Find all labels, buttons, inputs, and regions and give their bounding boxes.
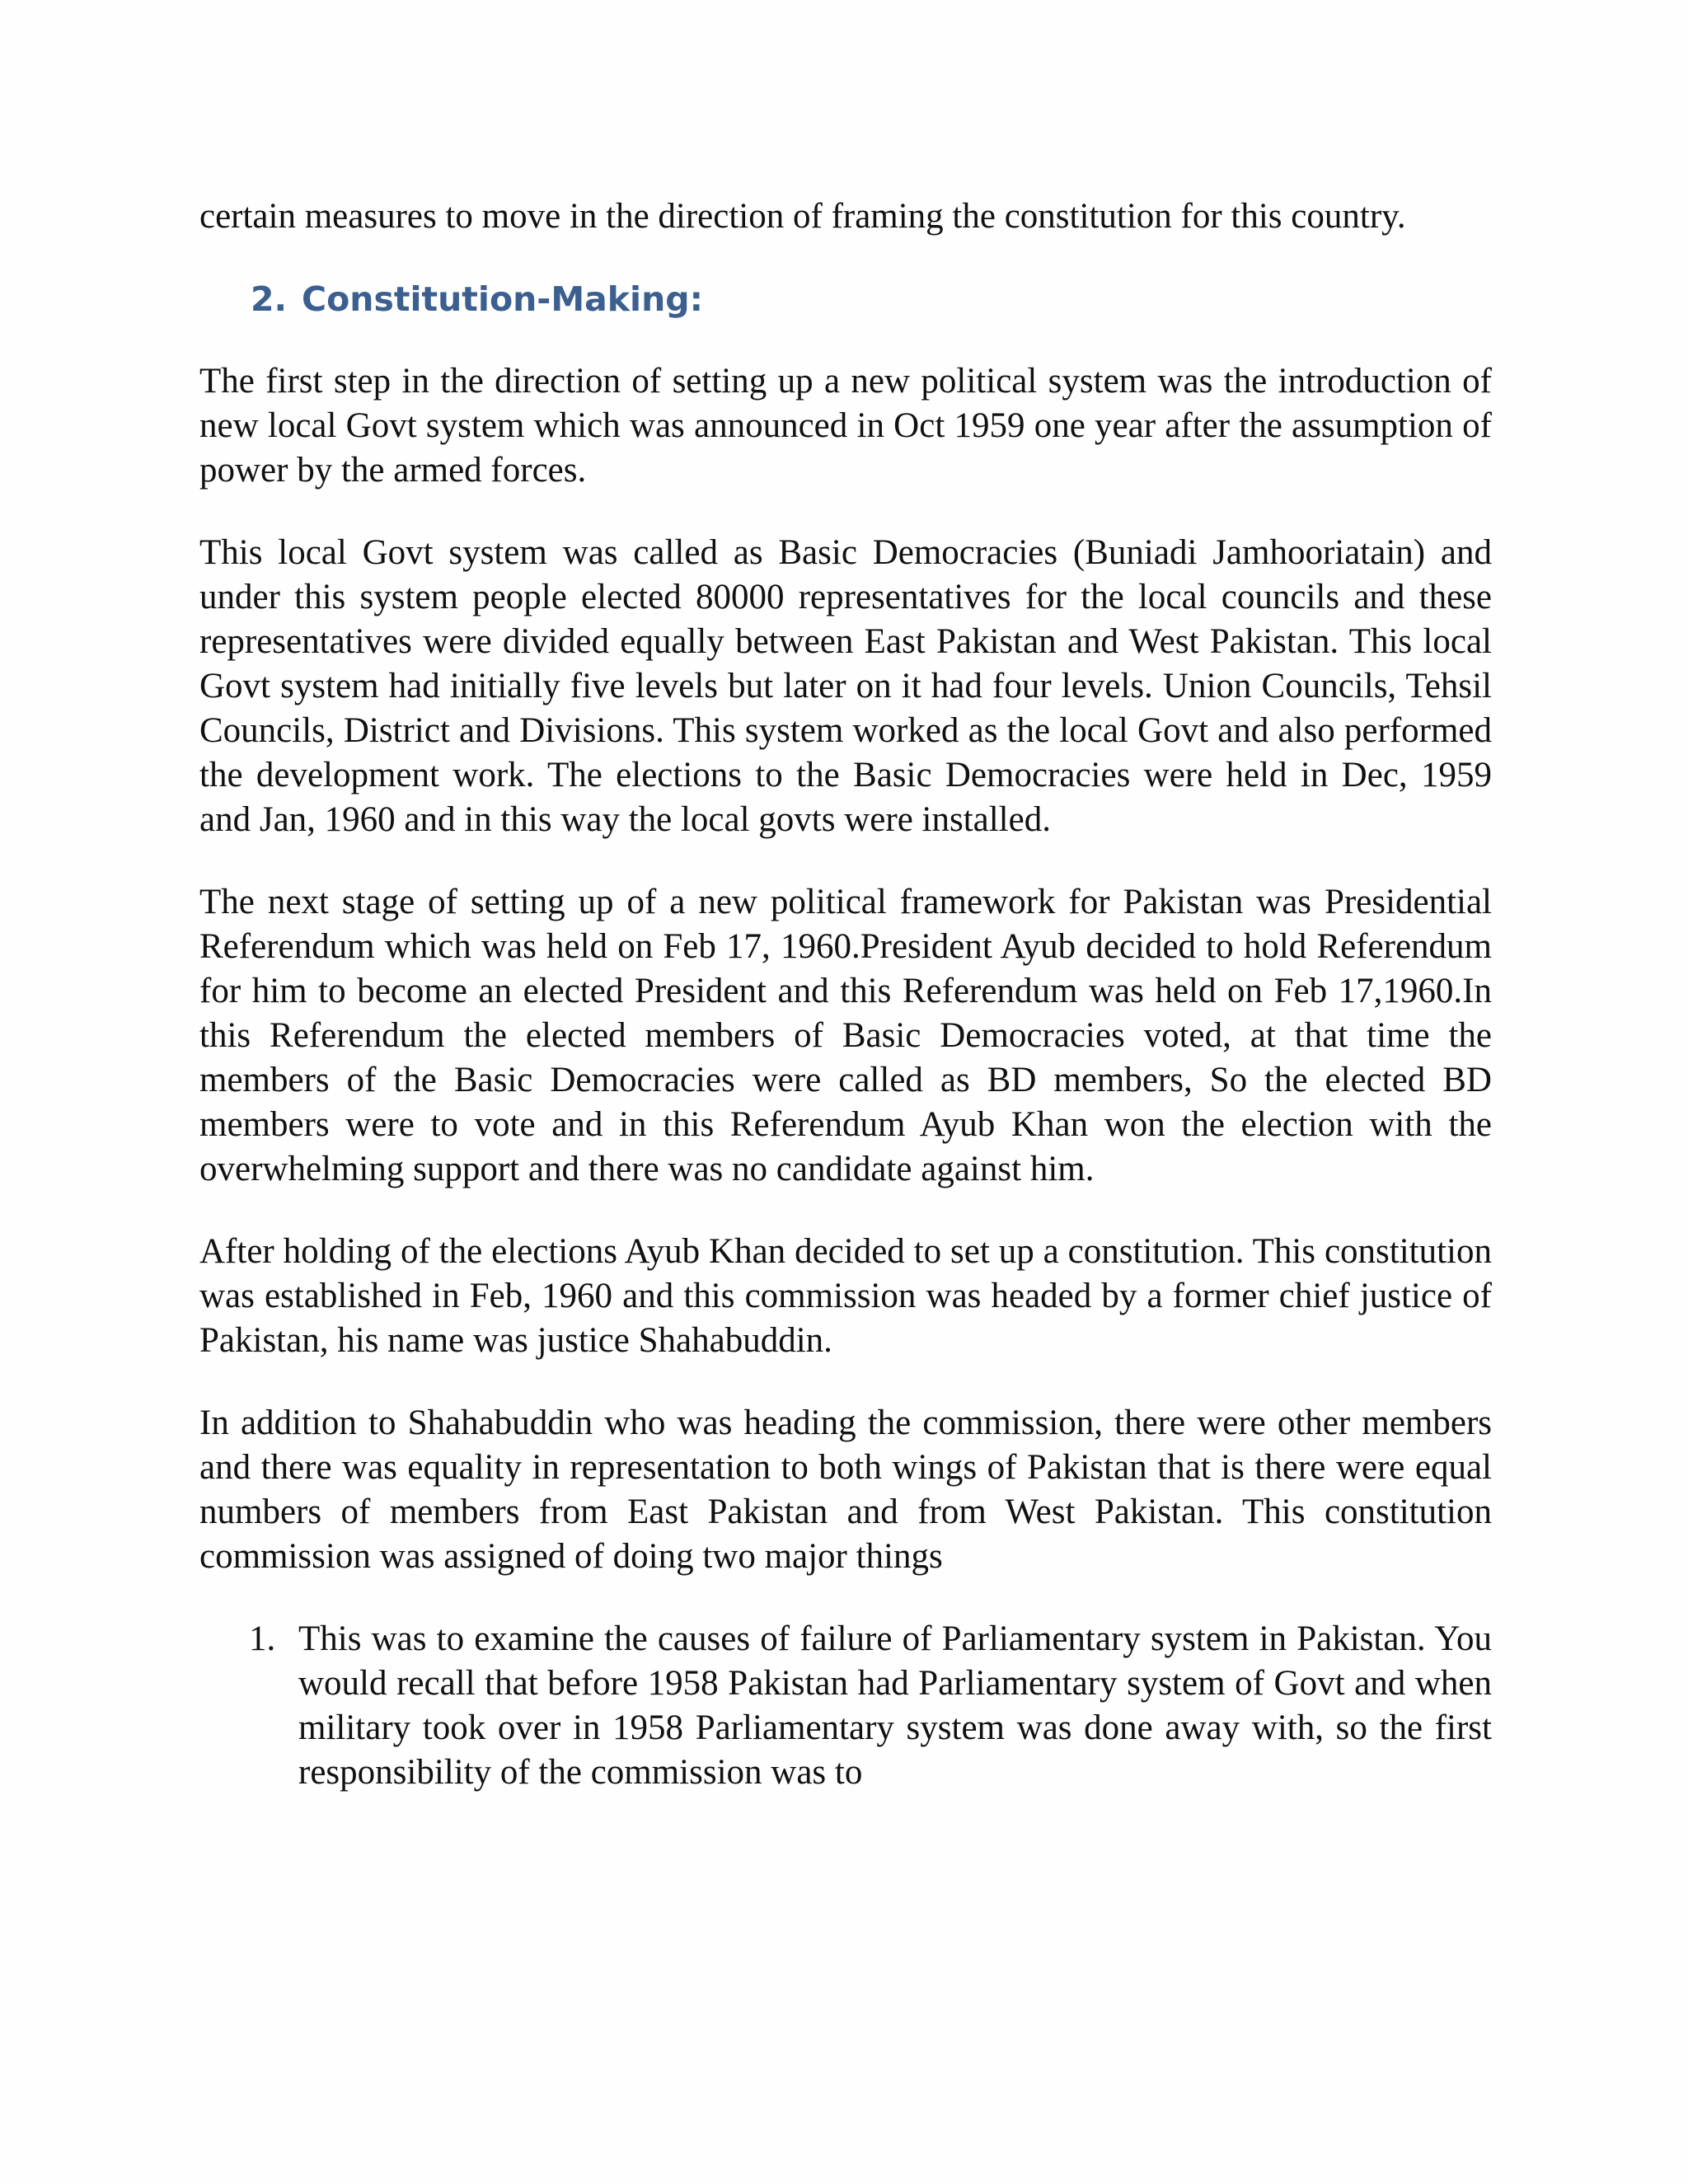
section-title: Constitution-Making: bbox=[302, 279, 704, 319]
paragraph-basic-democracies: This local Govt system was called as Basic Democracies (Buniadi Jamhooriatain) and under this system people elected 80000 representatives for the local councils and these representatives were divided equally between East Pakistan and West Pakistan. This local Govt system had initially five levels but later on it had four levels. Union Councils, Tehsil Councils, District and Divisions. This system worked as the local Govt and also performed the development work. The elections to the Basic Democracies were held in Dec, 1959 and Jan, 1960 and in this way the local govts were installed. bbox=[199, 533, 1492, 839]
paragraph-local-govt: The first step in the direction of setting up a new political system was the introduction of new local Govt system which was announced in Oct 1959 one year after the assumption of power by the armed forces. bbox=[199, 362, 1492, 490]
document-body bbox=[199, 194, 1492, 1795]
section-heading bbox=[199, 277, 1492, 321]
paragraph-constitution-commission: After holding of the elections Ayub Khan decided to set up a constitution. This constitution was established in Feb, 1960 and this commission was headed by a former chief justice of Pakistan, his name was justice Shahabuddin. bbox=[199, 1232, 1492, 1360]
paragraph-commission-members: In addition to Shahabuddin who was heading the commission, there were other members and there was equality in representation to both wings of Pakistan that is there were equal numbers of members from East Pakistan and from West Pakistan. This constitution commission was assigned of doing two major things bbox=[199, 1404, 1492, 1576]
list-item-text: This was to examine the causes of failure of Parliamentary system in Pakistan. You would recall that before 1958 Pakistan had Parliamentary system of Govt and when military took over in 1958 Parliamentary system was done away with, so the first responsibility of the commission was to bbox=[298, 1619, 1492, 1792]
list-item-number: 1. bbox=[249, 1619, 276, 1658]
intro-paragraph: certain measures to move in the direction of framing the constitution for this country. bbox=[199, 197, 1406, 236]
paragraph-referendum: The next stage of setting up of a new political framework for Pakistan was Presidential Referendum which was held on Feb 17, 1960.President Ayub decided to hold Referendum for him to become an elected President and this Referendum was held on Feb 17,1960.In this Referendum the elected members of Basic Democracies voted, at that time the members of the Basic Democracies were called as BD members, So the elected BD members were to vote and in this Referendum Ayub Khan won the election with the overwhelming support and there was no candidate against him. bbox=[199, 883, 1492, 1188]
list-item bbox=[199, 1617, 1492, 1795]
commission-tasks-list bbox=[199, 1617, 1492, 1795]
section-number: 2. bbox=[251, 279, 288, 319]
